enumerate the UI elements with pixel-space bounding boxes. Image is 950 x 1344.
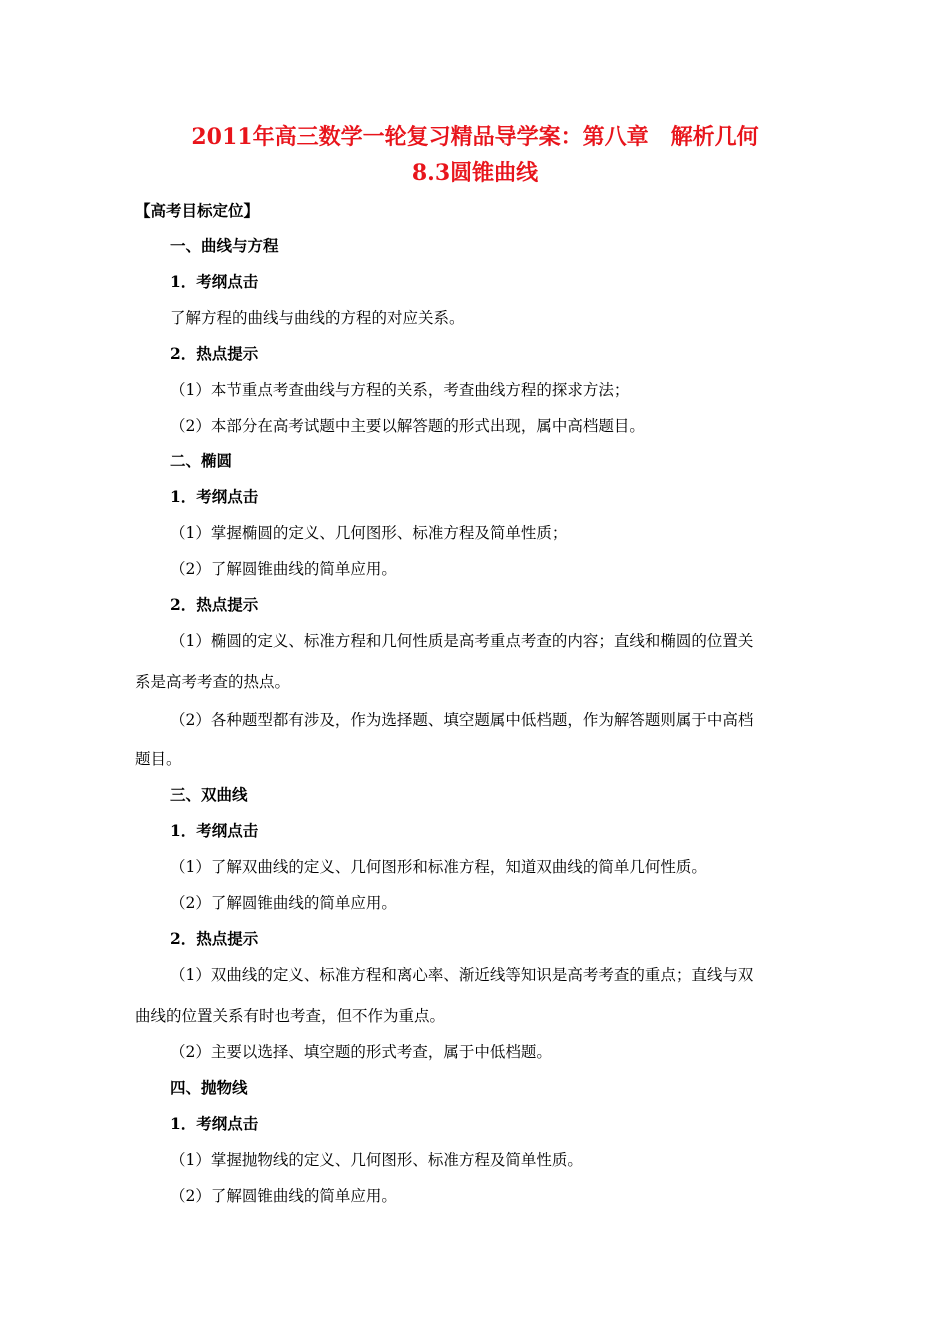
paragraph: （2）了解圆锥曲线的简单应用。 (170, 560, 397, 578)
paragraph: （2）各种题型都有涉及，作为选择题、填空题属中低档题，作为解答题则属于中高档 (170, 711, 754, 729)
paragraph: （2）本部分在高考试题中主要以解答题的形式出现，属中高档题目。 (170, 417, 645, 435)
paragraph: （1）椭圆的定义、标准方程和几何性质是高考重点考查的内容；直线和椭圆的位置关 (170, 632, 754, 650)
subheading-hotspot: 2．热点提示 (170, 595, 259, 614)
doc-subtitle: 8.3圆锥曲线 (411, 160, 539, 186)
paragraph: 了解方程的曲线与曲线的方程的对应关系。 (170, 309, 465, 327)
subheading-outline: 1．考纲点击 (170, 821, 259, 840)
paragraph: （2）了解圆锥曲线的简单应用。 (170, 894, 397, 912)
paragraph: （1）了解双曲线的定义、几何图形和标准方程，知道双曲线的简单几何性质。 (170, 858, 707, 876)
paragraph-continuation: 题目。 (135, 750, 182, 768)
paragraph: （1）掌握抛物线的定义、几何图形、标准方程及简单性质。 (170, 1151, 583, 1169)
subheading-outline: 1．考纲点击 (170, 272, 259, 291)
paragraph-continuation: 曲线的位置关系有时也考查，但不作为重点。 (135, 1007, 446, 1025)
subheading-outline: 1．考纲点击 (170, 487, 259, 506)
subheading-hotspot: 2．热点提示 (170, 929, 259, 948)
section-heading-curve-equation: 一、曲线与方程 (170, 236, 279, 255)
paragraph: （1）本节重点考查曲线与方程的关系，考查曲线方程的探求方法； (170, 381, 630, 399)
paragraph: （1）双曲线的定义、标准方程和离心率、渐近线等知识是高考考查的重点；直线与双 (170, 966, 754, 984)
section-heading-target: 【高考目标定位】 (135, 201, 260, 220)
paragraph: （1）掌握椭圆的定义、几何图形、标准方程及简单性质； (170, 524, 568, 542)
section-heading-parabola: 四、抛物线 (170, 1078, 248, 1097)
subheading-hotspot: 2．热点提示 (170, 344, 259, 363)
paragraph: （2）主要以选择、填空题的形式考查，属于中低档题。 (170, 1043, 552, 1061)
section-heading-ellipse: 二、椭圆 (170, 451, 233, 470)
paragraph: （2）了解圆锥曲线的简单应用。 (170, 1187, 397, 1205)
section-heading-hyperbola: 三、双曲线 (170, 785, 248, 804)
paragraph-continuation: 系是高考考查的热点。 (135, 673, 291, 691)
doc-title: 2011年高三数学一轮复习精品导学案：第八章 解析几何 (191, 124, 759, 150)
subheading-outline: 1．考纲点击 (170, 1114, 259, 1133)
